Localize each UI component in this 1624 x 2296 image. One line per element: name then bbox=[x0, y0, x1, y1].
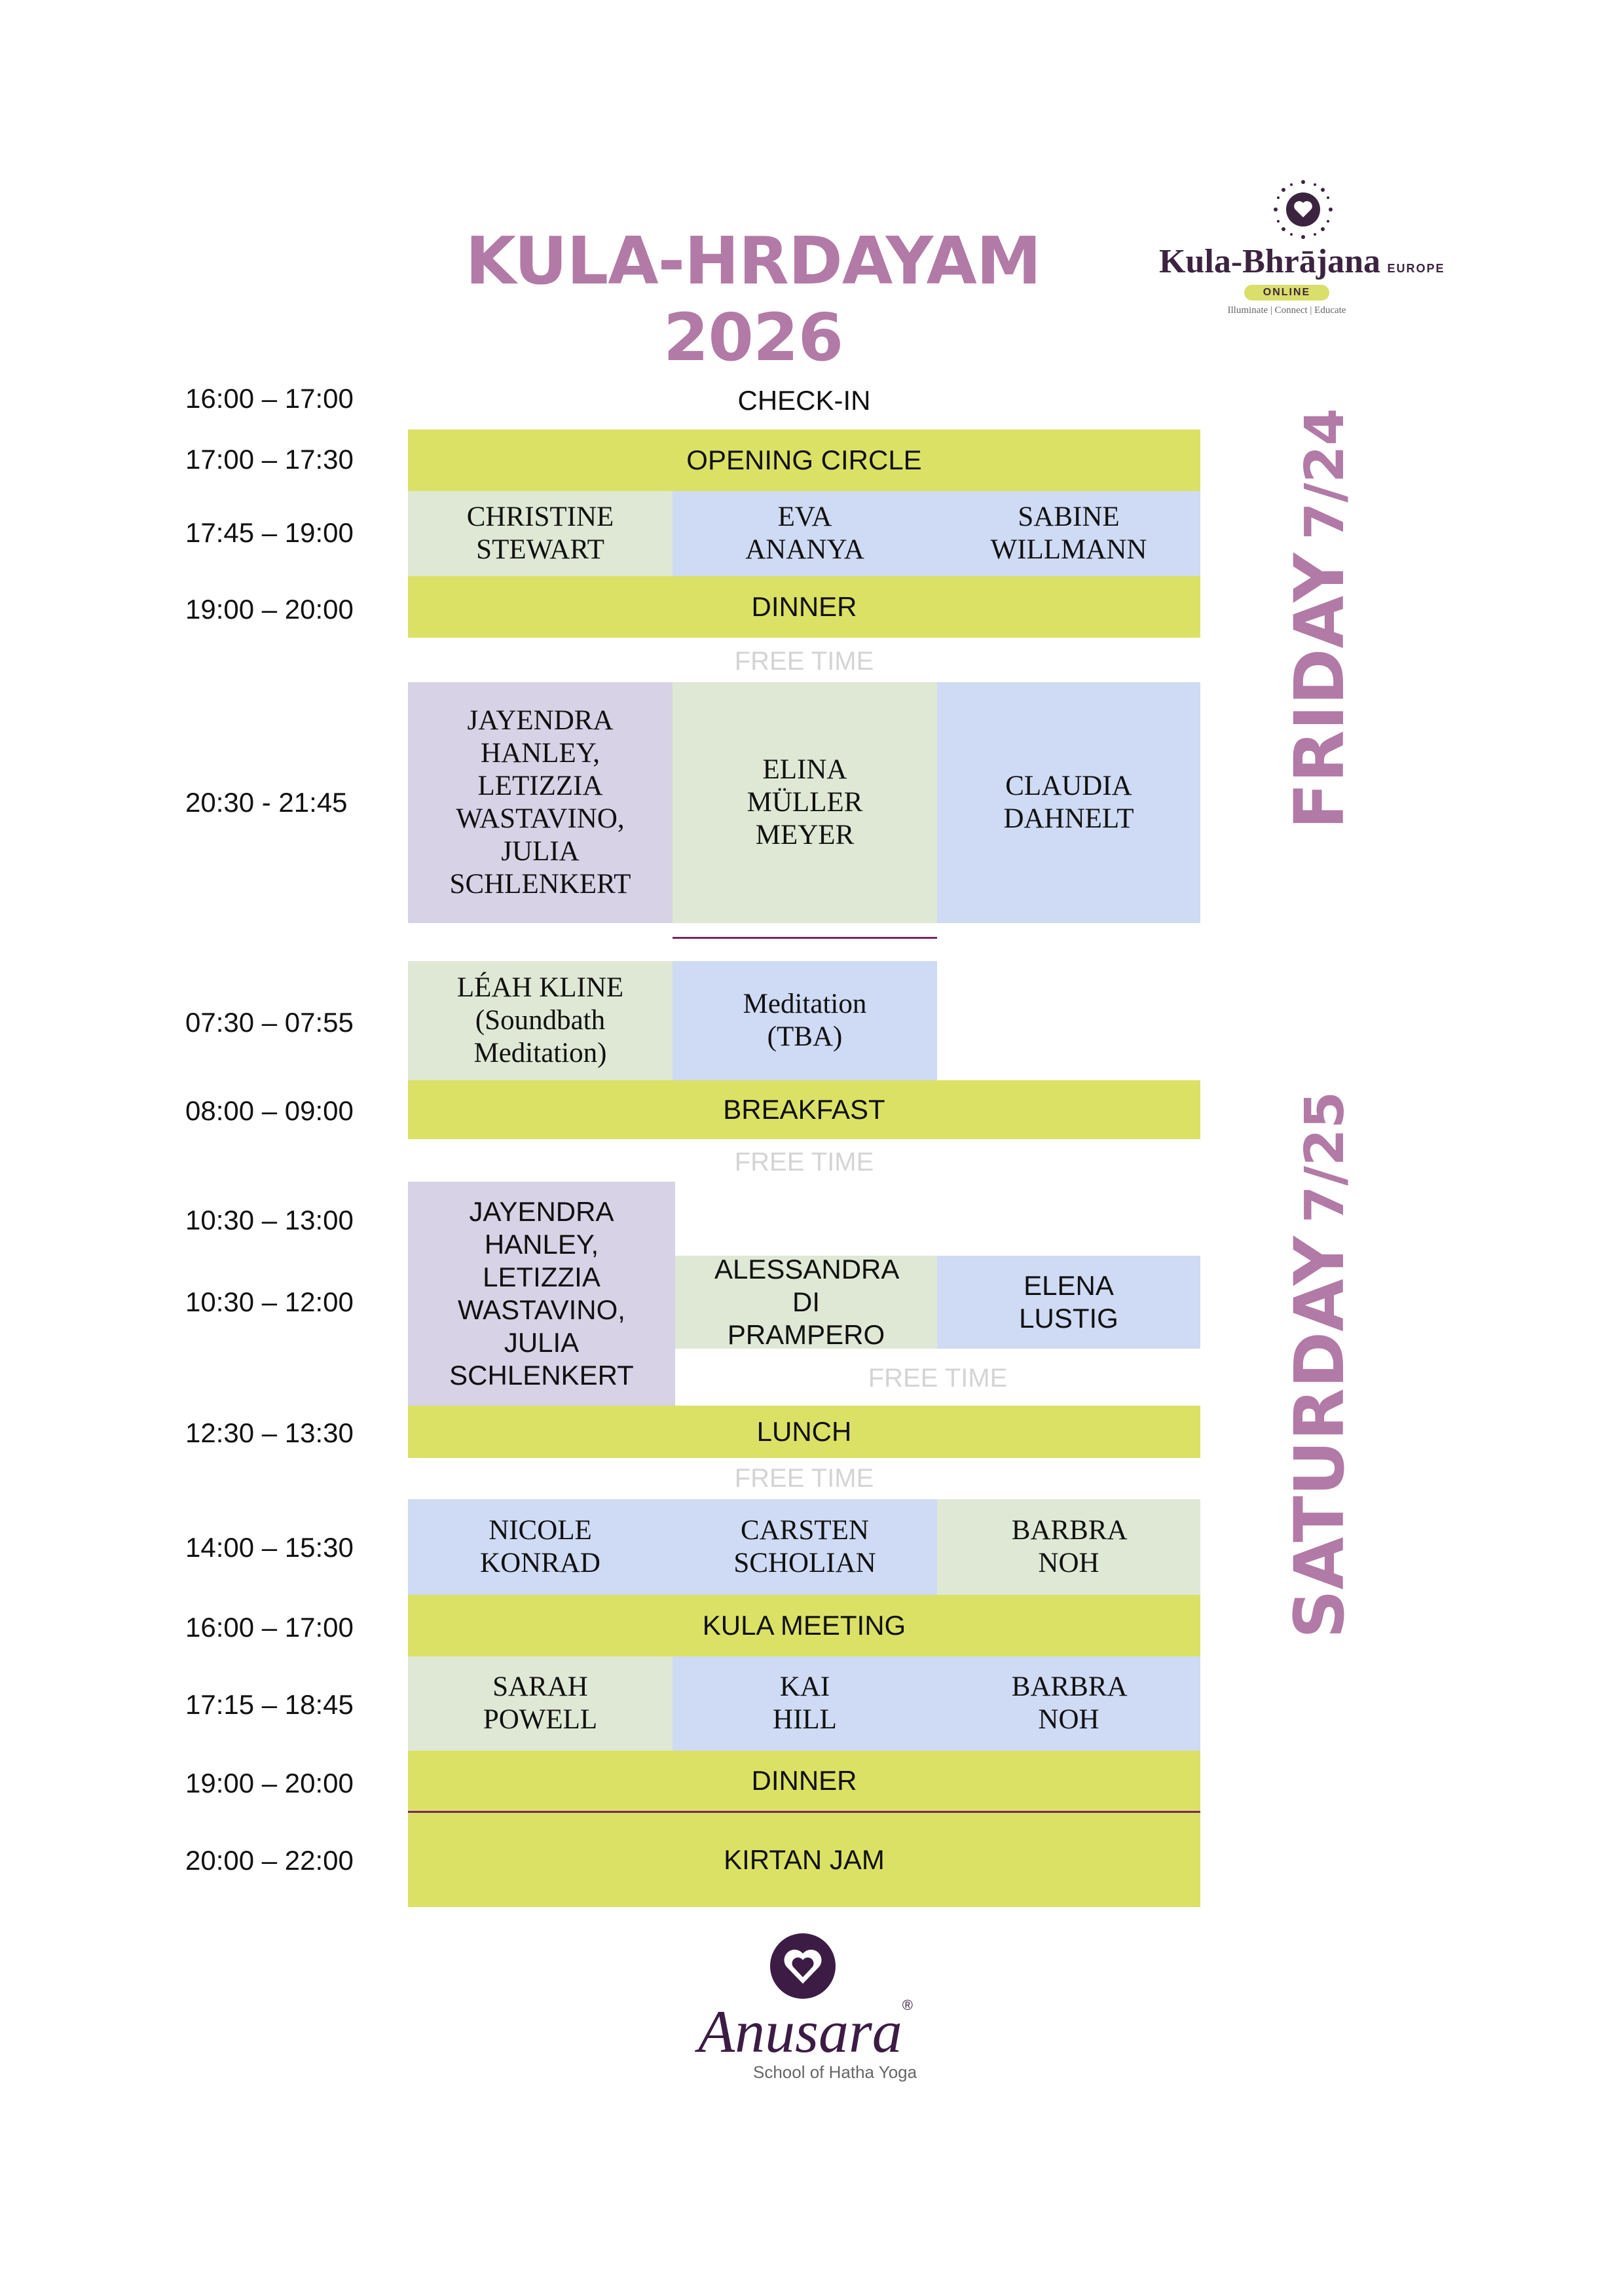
session-cell: Meditation (TBA) bbox=[673, 961, 937, 1080]
anusara-logo bbox=[648, 1931, 963, 2088]
session-cell: NICOLE KONRAD bbox=[408, 1499, 673, 1595]
kula-logo-region: EUROPE bbox=[1387, 262, 1445, 275]
free-time-label: FREE TIME bbox=[868, 1364, 1008, 1393]
kula-logo-tagline: Illuminate | Connect | Educate bbox=[1227, 305, 1346, 316]
session-cell: CLAUDIA DAHNELT bbox=[937, 682, 1200, 923]
day-name: FRIDAY bbox=[1280, 553, 1359, 829]
time-label: 16:00 – 17:00 bbox=[185, 1612, 354, 1643]
time-label: 12:30 – 13:30 bbox=[185, 1417, 354, 1448]
time-label: 14:00 – 15:30 bbox=[185, 1532, 354, 1563]
session-cell: CARSTEN SCHOLIAN bbox=[673, 1499, 937, 1595]
time-label: 20:30 - 21:45 bbox=[185, 787, 348, 818]
session-cell: CHRISTINE STEWART bbox=[408, 491, 673, 576]
session-cell: ELENA LUSTIG bbox=[937, 1256, 1200, 1349]
registered-mark: ® bbox=[902, 1997, 913, 2013]
session-cell: BARBRA NOH bbox=[937, 1656, 1200, 1751]
time-label: 10:30 – 12:00 bbox=[185, 1286, 354, 1317]
kula-bhrajana-logo bbox=[1159, 177, 1447, 321]
day-divider bbox=[673, 937, 937, 939]
opening-circle-cell: OPENING CIRCLE bbox=[408, 429, 1200, 491]
kula-logo-name: Kula-Bhrājana bbox=[1159, 243, 1381, 280]
session-cell: JAYENDRA HANLEY, LETIZZIA WASTAVINO, JULIA SCHLENKERT bbox=[408, 1182, 675, 1406]
anusara-subtitle: School of Hatha Yoga bbox=[753, 2062, 917, 2082]
time-label: 19:00 – 20:00 bbox=[185, 1768, 354, 1798]
saturday-day-label bbox=[1274, 1028, 1365, 1702]
online-badge: ONLINE bbox=[1244, 285, 1329, 301]
session-cell: SABINE WILLMANN bbox=[937, 491, 1200, 576]
time-label: 07:30 – 07:55 bbox=[185, 1007, 354, 1038]
dinner-cell: DINNER bbox=[408, 1751, 1200, 1811]
time-label: 17:15 – 18:45 bbox=[185, 1689, 354, 1720]
dinner-cell: DINNER bbox=[408, 576, 1200, 638]
session-cell: ALESSANDRA DI PRAMPERO bbox=[675, 1256, 937, 1349]
kirtan-jam-cell: KIRTAN JAM bbox=[408, 1813, 1200, 1907]
time-label: 10:30 – 13:00 bbox=[185, 1205, 354, 1235]
friday-day-label bbox=[1277, 340, 1362, 897]
session-cell: KAI HILL bbox=[673, 1656, 937, 1751]
lunch-cell: LUNCH bbox=[408, 1406, 1200, 1458]
day-date: 7/24 bbox=[1294, 408, 1356, 540]
day-name: SATURDAY bbox=[1280, 1236, 1359, 1639]
session-cell: BARBRA NOH bbox=[937, 1499, 1200, 1595]
session-cell: SARAH POWELL bbox=[408, 1656, 673, 1751]
heart-circle-icon bbox=[768, 1931, 838, 2001]
breakfast-cell: BREAKFAST bbox=[408, 1080, 1200, 1139]
time-label: 19:00 – 20:00 bbox=[185, 594, 354, 625]
page-title: KULA-HRDAYAM 2026 bbox=[465, 223, 1041, 376]
time-label: 17:45 – 19:00 bbox=[185, 517, 354, 548]
check-in-cell: CHECK-IN bbox=[737, 385, 871, 416]
session-cell: JAYENDRA HANLEY, LETIZZIA WASTAVINO, JULIA SCHLENKERT bbox=[408, 682, 673, 923]
session-cell: LÉAH KLINE (Soundbath Meditation) bbox=[408, 961, 673, 1080]
session-cell: ELINA MÜLLER MEYER bbox=[673, 682, 937, 923]
session-cell: EVA ANANYA bbox=[673, 491, 937, 576]
anusara-name: Anusara bbox=[697, 1998, 902, 2065]
time-label: 17:00 – 17:30 bbox=[185, 444, 354, 475]
kula-meeting-cell: KULA MEETING bbox=[408, 1595, 1200, 1656]
free-time-label: FREE TIME bbox=[734, 1148, 874, 1176]
time-label: 16:00 – 17:00 bbox=[185, 383, 354, 414]
time-label: 08:00 – 09:00 bbox=[185, 1095, 354, 1126]
free-time-label: FREE TIME bbox=[734, 1464, 874, 1493]
day-date: 7/25 bbox=[1294, 1091, 1356, 1224]
time-label: 20:00 – 22:00 bbox=[185, 1845, 354, 1876]
mandala-heart-icon bbox=[1270, 177, 1336, 242]
free-time-label: FREE TIME bbox=[734, 647, 874, 676]
